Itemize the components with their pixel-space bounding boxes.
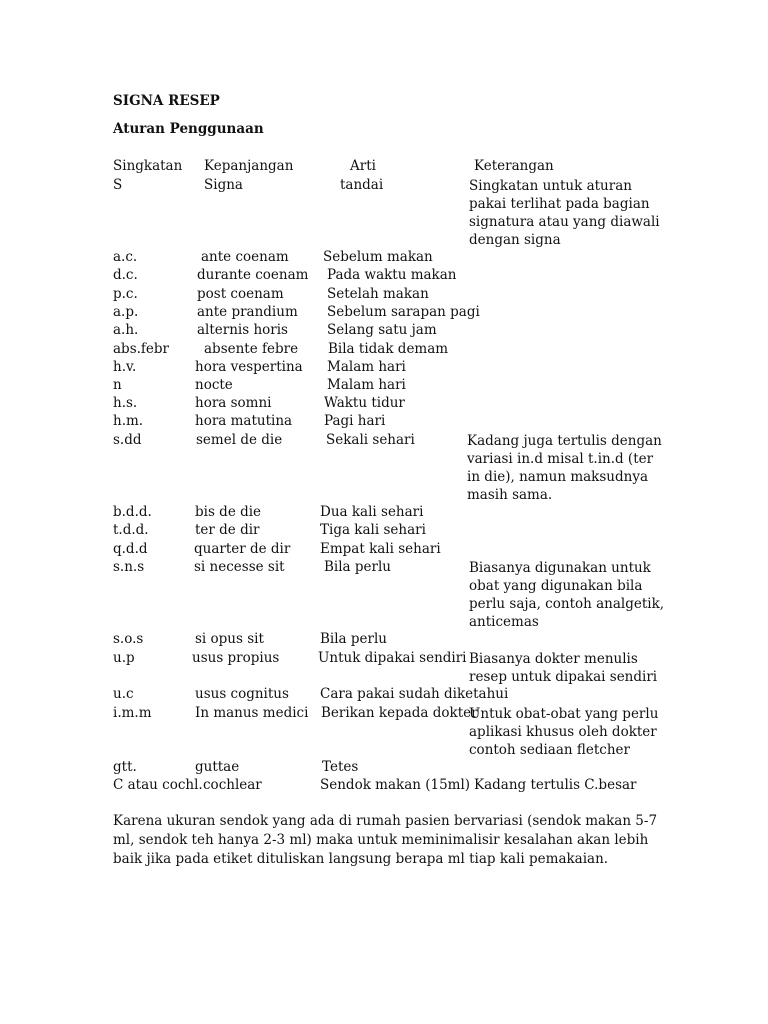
table-row — [0, 541, 768, 561]
table-row — [0, 705, 768, 758]
expansion-cell: guttae — [195, 759, 240, 775]
abbreviation-cell: t.d.d. — [113, 522, 149, 538]
abbreviation-cell: n — [113, 377, 122, 393]
remarks-cell: Kadang juga tertulis dengan variasi in.d misal t.in.d (ter in die), namun maksudnya masih sama. — [467, 433, 662, 503]
expansion-cell: hora somni — [195, 395, 272, 411]
abbreviation-cell: u.p — [113, 650, 135, 666]
table-row — [0, 322, 768, 342]
table-row — [0, 432, 768, 503]
expansion-cell: alternis horis — [197, 322, 288, 338]
table-row — [0, 559, 768, 630]
abbreviation-cell: a.h. — [113, 322, 139, 338]
expansion-cell: si opus sit — [195, 631, 264, 647]
abbreviation-cell: s.dd — [113, 432, 142, 448]
meaning-cell: Pada waktu makan — [327, 267, 457, 283]
expansion-cell: ante coenam — [201, 249, 289, 265]
abbreviation-cell: u.c — [113, 686, 134, 702]
expansion-cell: absente febre — [204, 341, 299, 357]
table-row — [0, 777, 768, 797]
abbreviation-cell: s.n.s — [113, 559, 145, 575]
expansion-cell: nocte — [195, 377, 233, 393]
meaning-cell: Setelah makan — [327, 286, 429, 302]
table-row — [0, 177, 768, 248]
meaning-cell: Pagi hari — [324, 413, 386, 429]
abbreviation-cell: a.c. — [113, 249, 138, 265]
abbreviation-cell: C atau cochl. — [113, 777, 203, 793]
meaning-cell: Tetes — [322, 759, 359, 775]
expansion-cell: usus propius — [192, 650, 280, 666]
meaning-cell: Berikan kepada dokter — [321, 705, 478, 721]
table-row — [0, 249, 768, 269]
table-row — [0, 286, 768, 306]
expansion-cell: bis de die — [195, 504, 262, 520]
table-row — [0, 359, 768, 379]
expansion-cell: ter de dir — [195, 522, 260, 538]
document-title: SIGNA RESEP — [113, 93, 220, 109]
meaning-cell: Bila perlu — [320, 631, 387, 647]
remarks-cell: Biasanya dokter menulis resep untuk dipakai sendiri — [469, 651, 658, 685]
header-meaning: Arti — [350, 158, 376, 174]
meaning-cell: Cara pakai sudah diketahui — [320, 686, 509, 702]
meaning-cell: Malam hari — [327, 359, 406, 375]
meaning-cell: Sendok makan (15ml) — [320, 777, 471, 793]
expansion-cell: Signa — [204, 177, 243, 193]
abbreviation-cell: s.o.s — [113, 631, 144, 647]
meaning-cell: Dua kali sehari — [320, 504, 424, 520]
header-abbreviation: Singkatan — [113, 158, 183, 174]
abbreviation-cell: h.m. — [113, 413, 144, 429]
meaning-cell: Waktu tidur — [324, 395, 405, 411]
meaning-cell: Sebelum makan — [323, 249, 433, 265]
header-remarks: Keterangan — [474, 158, 554, 174]
abbreviation-cell: h.v. — [113, 359, 137, 375]
expansion-cell: si necesse sit — [194, 559, 285, 575]
abbreviation-cell: S — [113, 177, 123, 193]
meaning-cell: Empat kali sehari — [320, 541, 441, 557]
document-subtitle: Aturan Penggunaan — [113, 121, 264, 137]
remarks-cell: Kadang tertulis C.besar — [474, 777, 637, 793]
abbreviation-cell: p.c. — [113, 286, 138, 302]
table-row — [0, 504, 768, 524]
remarks-cell: Singkatan untuk aturan pakai terlihat pada bagian signatura atau yang diawali dengan signa — [469, 178, 660, 248]
abbreviation-cell: b.d.d. — [113, 504, 152, 520]
remarks-cell: Biasanya digunakan untuk obat yang digunakan bila perlu saja, contoh analgetik, anticemas — [469, 560, 665, 630]
meaning-cell: Bila tidak demam — [328, 341, 449, 357]
expansion-cell: durante coenam — [197, 267, 309, 283]
table-row — [0, 267, 768, 287]
abbreviation-cell: abs.febr — [113, 341, 169, 357]
meaning-cell: Sebelum sarapan pagi — [327, 304, 480, 320]
meaning-cell: Selang satu jam — [327, 322, 437, 338]
abbreviation-cell: i.m.m — [113, 705, 152, 721]
abbreviation-cell: h.s. — [113, 395, 138, 411]
expansion-cell: quarter de dir — [194, 541, 291, 557]
expansion-cell: hora vespertina — [195, 359, 303, 375]
abbreviation-cell: gtt. — [113, 759, 137, 775]
remarks-cell: Untuk obat-obat yang perlu aplikasi khusus oleh dokter contoh sediaan fletcher — [469, 706, 659, 758]
meaning-cell: tandai — [340, 177, 384, 193]
meaning-cell: Malam hari — [327, 377, 406, 393]
meaning-cell: Bila perlu — [324, 559, 391, 575]
abbreviation-cell: q.d.d — [113, 541, 148, 557]
table-row — [0, 522, 768, 542]
meaning-cell: Untuk dipakai sendiri — [318, 650, 467, 666]
header-expansion: Kepanjangan — [204, 158, 294, 174]
expansion-cell: ante prandium — [197, 304, 298, 320]
table-row — [0, 759, 768, 779]
expansion-cell: post coenam — [197, 286, 284, 302]
table-row — [0, 395, 768, 415]
table-row — [0, 686, 768, 706]
footer-paragraph: Karena ukuran sendok yang ada di rumah pasien bervariasi (sendok makan 5-7 ml, sendok teh hanya 2-3 ml) maka untuk meminimalisir kesalahan akan lebih baik jika pada etiket dituliskan langsung berapa ml tiap kali pemakaian. — [113, 813, 658, 867]
expansion-cell: semel de die — [196, 432, 283, 448]
table-row — [0, 377, 768, 397]
table-row — [0, 341, 768, 361]
table-row — [0, 304, 768, 324]
abbreviation-cell: d.c. — [113, 267, 138, 283]
expansion-cell: hora matutina — [195, 413, 293, 429]
meaning-cell: Sekali sehari — [326, 432, 415, 448]
table-row — [0, 650, 768, 685]
table-row — [0, 631, 768, 651]
meaning-cell: Tiga kali sehari — [320, 522, 426, 538]
expansion-cell: usus cognitus — [195, 686, 289, 702]
expansion-cell: cochlear — [203, 777, 262, 793]
abbreviation-cell: a.p. — [113, 304, 139, 320]
table-row — [0, 413, 768, 433]
expansion-cell: In manus medici — [195, 705, 309, 721]
